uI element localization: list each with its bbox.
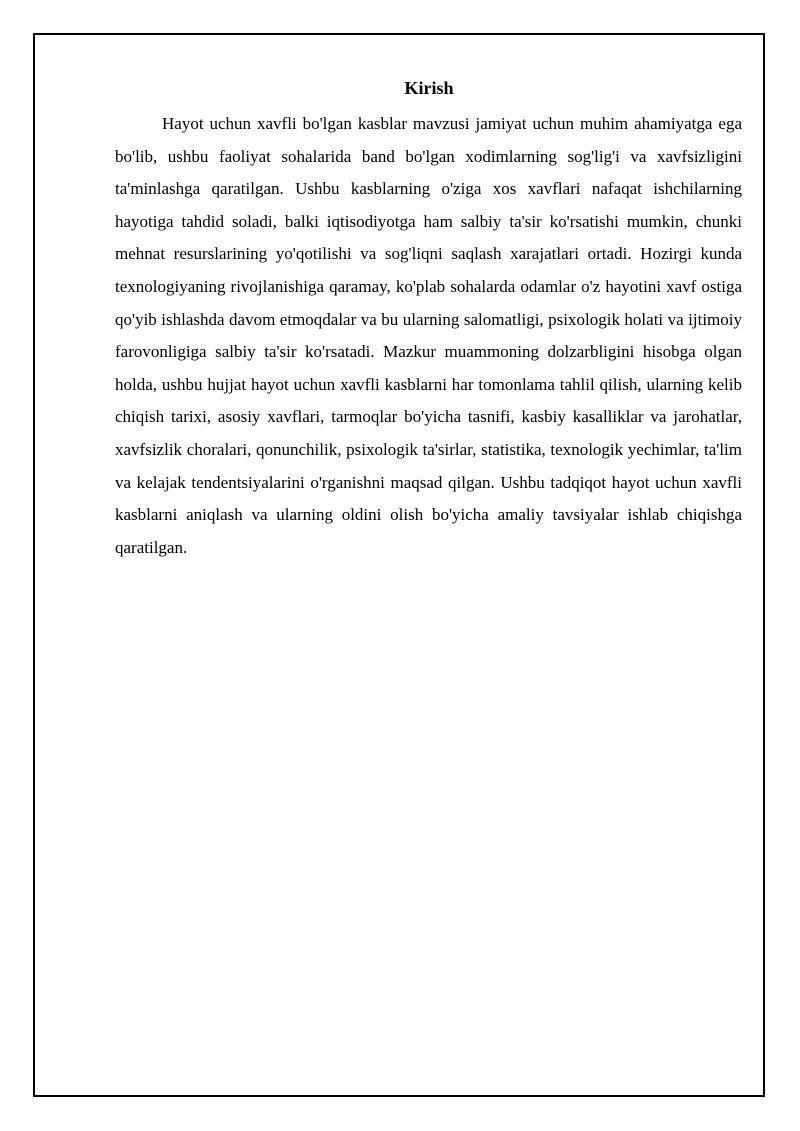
section-title: Kirish [404, 78, 454, 98]
body-paragraph: Hayot uchun xavfli bo'lgan kasblar mavzusi jamiyat uchun muhim ahamiyatga ega bo'lib, ushbu faoliyat sohalarida band bo'lgan xodimlarning sog'lig'i va xavfsizligini ta'minlashga qaratilgan. Ushbu kasblarning o'ziga xos xavflari nafaqat ishchilarning hayotiga tahdid soladi, balki iqtisodiyotga ham salbiy ta'sir ko'rsatishi mumkin, chunki mehnat resurslarining yo'qotilishi va sog'liqni saqlash xarajatlari ortadi. Hozirgi kunda texnologiyaning rivojlanishiga qaramay, ko'plab sohalarda odamlar o'z hayotini xavf ostiga qo'yib ishlashda davom etmoqdalar va bu ularning salomatligi, psixologik holati va ijtimoiy farovonligiga salbiy ta'sir ko'rsatadi. Mazkur muammoning dolzarbligini hisobga olgan holda, ushbu hujjat hayot uchun xavfli kasblarni har tomonlama tahlil qilish, ularning kelib chiqish tarixi, asosiy xavflari, tarmoqlar bo'yicha tasnifi, kasbiy kasalliklar va jarohatlar, xavfsizlik choralari, qonunchilik, psixologik ta'sirlar, statistika, texnologik yechimlar, ta'lim va kelajak tendentsiyalarini o'rganishni maqsad qilgan. Ushbu tadqiqot hayot uchun xavfli kasblarni aniqlash va ularning oldini olish bo'yicha amaliy tavsiyalar ishlab chiqishga qaratilgan. [115, 114, 742, 557]
